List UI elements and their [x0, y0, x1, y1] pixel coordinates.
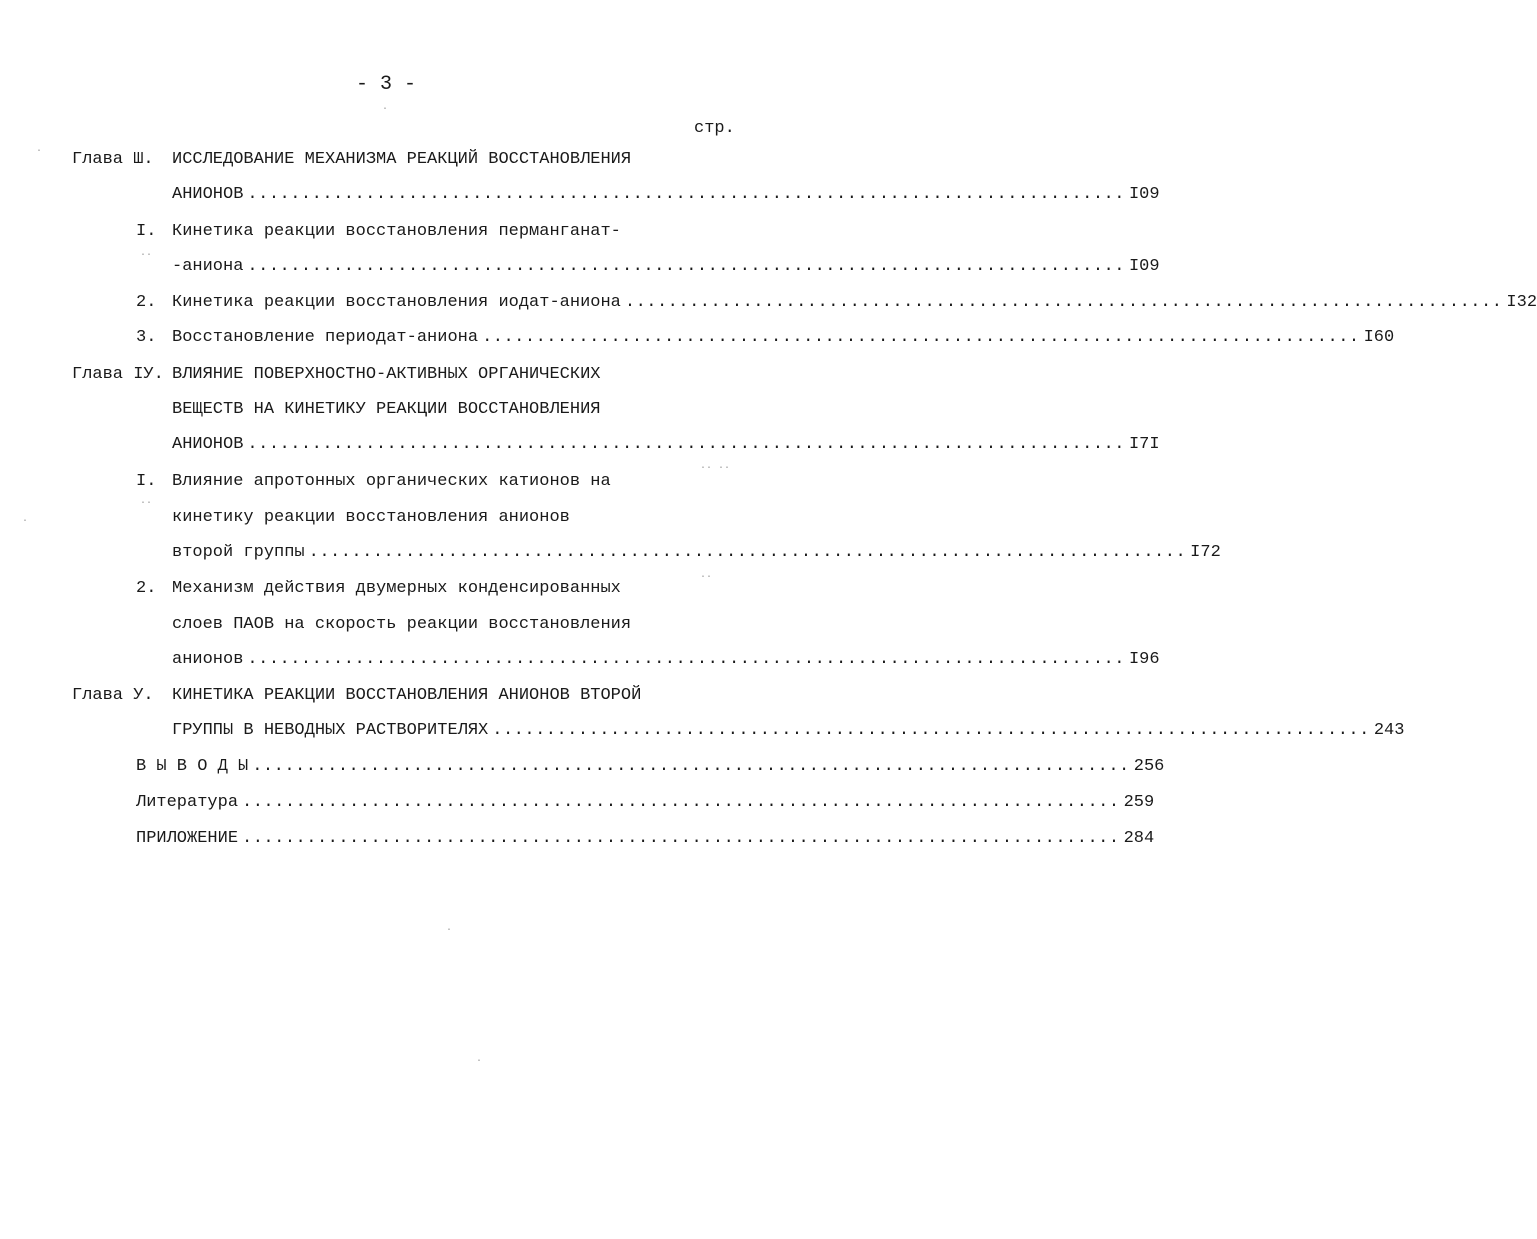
toc-page-number: 259: [1123, 793, 1155, 812]
toc-line: анионов: [172, 650, 244, 669]
toc-entry-section-2: [172, 293, 1537, 312]
section-prefix: 3.: [136, 328, 157, 347]
toc-entry-section-4-1: [172, 543, 1221, 562]
toc-line: второй группы: [172, 543, 305, 562]
leader-dots: ..................................................................................: [252, 757, 1130, 776]
toc-page-number: 256: [1133, 757, 1165, 776]
scan-speck: ··: [140, 498, 153, 509]
scan-speck: ··: [140, 250, 153, 261]
toc-entry-section-1: [172, 257, 1160, 276]
toc-line: -аниона: [172, 257, 244, 276]
toc-entry-appendix: [136, 829, 1155, 848]
chapter-prefix: Глава У.: [72, 686, 154, 705]
toc-page-number: I60: [1363, 328, 1395, 347]
toc-line: Восстановление периодат-аниона: [172, 328, 479, 347]
toc-line: Влияние апротонных органических катионов на: [172, 472, 611, 491]
scan-speck: ·: [446, 925, 453, 936]
toc-line: ВЕЩЕСТВ НА КИНЕТИКУ РЕАКЦИИ ВОССТАНОВЛЕНИЯ: [172, 400, 601, 419]
chapter-prefix: Глава Ш.: [72, 150, 154, 169]
leader-dots: ..................................................................................: [247, 257, 1125, 276]
page-column-label: стр.: [694, 119, 735, 138]
toc-line: В Ы В О Д Ы: [136, 757, 249, 776]
toc-line: слоев ПАОВ на скорость реакции восстановления: [172, 615, 632, 634]
toc-line: ПРИЛОЖЕНИЕ: [136, 829, 239, 848]
section-prefix: 2.: [136, 579, 157, 598]
leader-dots: ..................................................................................: [624, 293, 1503, 312]
leader-dots: ..................................................................................: [247, 435, 1125, 454]
toc-line: ВЛИЯНИЕ ПОВЕРХНОСТНО-АКТИВНЫХ ОРГАНИЧЕСКИХ: [172, 365, 601, 384]
toc-page-number: I09: [1128, 257, 1160, 276]
scan-speck: ·: [36, 146, 43, 157]
toc-page-number: 243: [1373, 721, 1405, 740]
leader-dots: ..................................................................................: [308, 543, 1187, 562]
leader-dots: ..................................................................................: [247, 185, 1125, 204]
leader-dots: ..................................................................................: [492, 721, 1370, 740]
toc-entry-chapter-5: [172, 721, 1405, 740]
toc-entry-section-3: [172, 328, 1395, 347]
toc-page-number: 284: [1123, 829, 1155, 848]
toc-entry-literature: [136, 793, 1155, 812]
section-prefix: I.: [136, 472, 157, 491]
toc-entry-conclusions: [136, 757, 1165, 776]
toc-line: Кинетика реакции восстановления иодат-аниона: [172, 293, 621, 312]
toc-page-number: I32: [1506, 293, 1537, 312]
scan-speck: ·: [382, 104, 389, 115]
scan-speck: ·· ··: [700, 463, 731, 474]
toc-line: ИССЛЕДОВАНИЕ МЕХАНИЗМА РЕАКЦИЙ ВОССТАНОВЛЕНИЯ: [172, 150, 632, 169]
scan-speck: ·: [476, 1056, 483, 1067]
scan-speck: ·: [22, 516, 29, 527]
toc-page-number: I96: [1128, 650, 1160, 669]
leader-dots: ..................................................................................: [482, 328, 1360, 347]
page-number: - 3 -: [356, 73, 417, 96]
leader-dots: ..................................................................................: [242, 829, 1120, 848]
toc-line: Механизм действия двумерных конденсированных: [172, 579, 621, 598]
toc-line: КИНЕТИКА РЕАКЦИИ ВОССТАНОВЛЕНИЯ АНИОНОВ ВТОРОЙ: [172, 686, 642, 705]
toc-page-number: I72: [1190, 543, 1221, 562]
toc-entry-section-4-2: [172, 650, 1160, 669]
section-prefix: 2.: [136, 293, 157, 312]
toc-page-number: I7I: [1128, 435, 1160, 454]
section-prefix: I.: [136, 222, 157, 241]
toc-line: АНИОНОВ: [172, 435, 244, 454]
leader-dots: ..................................................................................: [247, 650, 1125, 669]
leader-dots: ..................................................................................: [242, 793, 1120, 812]
toc-entry-chapter-4: [172, 435, 1160, 454]
toc-line: АНИОНОВ: [172, 185, 244, 204]
scan-speck: ··: [700, 572, 713, 583]
toc-line: Литература: [136, 793, 239, 812]
toc-line: Кинетика реакции восстановления перманганат-: [172, 222, 621, 241]
toc-line: ГРУППЫ В НЕВОДНЫХ РАСТВОРИТЕЛЯХ: [172, 721, 489, 740]
toc-page-number: I09: [1128, 185, 1160, 204]
toc-line: кинетику реакции восстановления анионов: [172, 508, 570, 527]
chapter-prefix: Глава IУ.: [72, 365, 164, 384]
toc-entry-chapter-3: [172, 185, 1160, 204]
